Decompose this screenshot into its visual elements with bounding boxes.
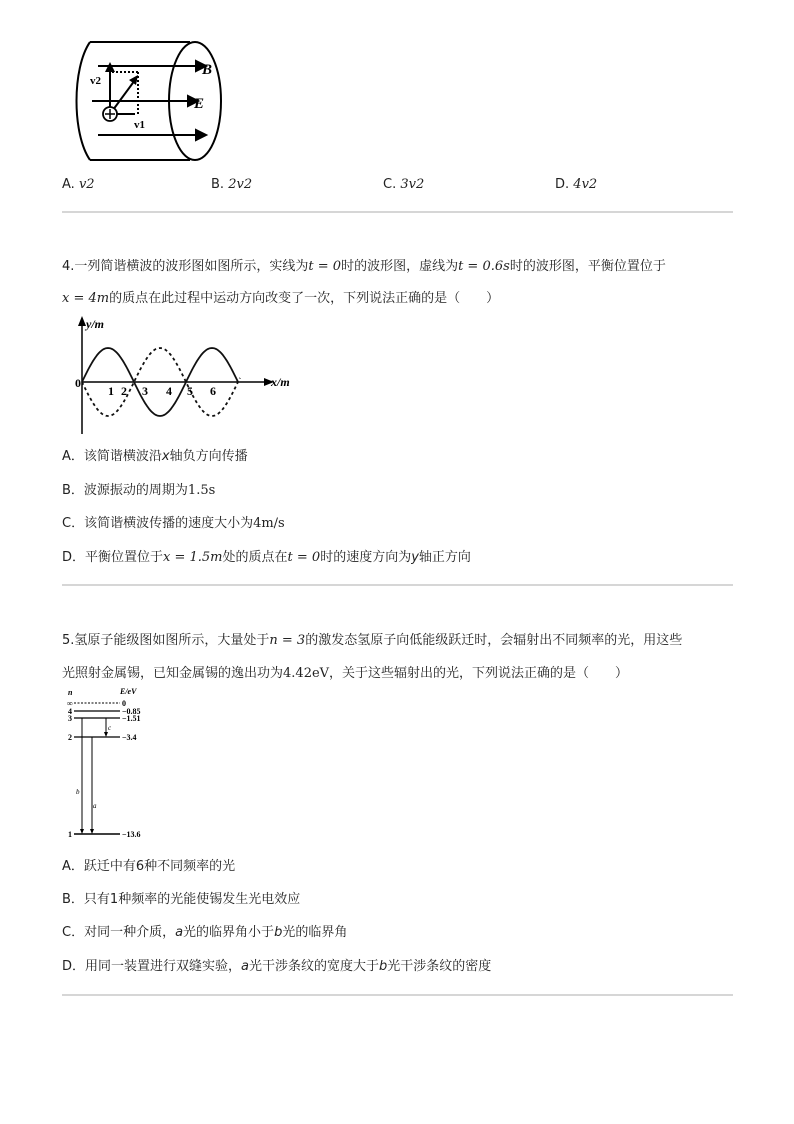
q3-label-E: E bbox=[194, 96, 205, 112]
q4-origin: 0 bbox=[75, 376, 81, 390]
divider-3 bbox=[62, 994, 733, 996]
q5-transition-b: b bbox=[76, 788, 80, 796]
q4-ylabel: y/m bbox=[86, 317, 104, 331]
q4-tick-2: 2 bbox=[121, 384, 127, 398]
q4-tick-3: 3 bbox=[142, 384, 148, 398]
q4-stem-line1: 4.一列简谐横波的波形图如图所示，实线为t = 0时的波形图，虚线为t = 0.6s时的波形图，平衡位置位于 bbox=[62, 259, 666, 274]
q5-level-e-3: −1.51 bbox=[122, 714, 141, 723]
q3-option-a[interactable]: A. v2 bbox=[62, 177, 95, 192]
q5-level-n-2: 2 bbox=[68, 733, 72, 742]
q5-level-e-4: −0.85 bbox=[122, 707, 141, 716]
q5-level-e-inf: 0 bbox=[122, 699, 126, 708]
q4-option-b[interactable]: B．波源振动的周期为1.5s bbox=[62, 483, 216, 498]
q4-tick-1: 1 bbox=[108, 384, 114, 398]
q4-option-c[interactable]: C．该简谐横波传播的速度大小为4m/s bbox=[62, 516, 285, 531]
q5-e-label: E/eV bbox=[120, 687, 137, 696]
q3-label-v1: v1 bbox=[134, 119, 145, 131]
q3-label-B: B bbox=[202, 62, 213, 78]
q5-option-b[interactable]: B．只有1种频率的光能使锡发生光电效应 bbox=[62, 892, 301, 907]
q5-stem-line1: 5.氢原子能级图如图所示，大量处于n = 3的激发态氢原子向低能级跃迁时，会辐射出不同频率的光，用这些 bbox=[62, 633, 683, 648]
q5-option-d[interactable]: D．用同一装置进行双缝实验，a光干涉条纹的宽度大于b光干涉条纹的密度 bbox=[62, 959, 492, 974]
q5-level-n-3: 3 bbox=[68, 714, 72, 723]
q4-tick-4: 4 bbox=[166, 384, 172, 398]
q5-transition-a: a bbox=[93, 802, 97, 810]
q3-option-d[interactable]: D. 4v2 bbox=[555, 177, 598, 192]
q5-option-a[interactable]: A．跃迁中有6种不同频率的光 bbox=[62, 859, 236, 874]
divider-1 bbox=[62, 211, 733, 213]
q3-option-c[interactable]: C. 3v2 bbox=[383, 177, 425, 192]
q5-option-c[interactable]: C．对同一种介质，a光的临界角小于b光的临界角 bbox=[62, 925, 348, 940]
q3-option-b[interactable]: B. 2v2 bbox=[211, 177, 253, 192]
q3-figure bbox=[70, 38, 230, 166]
q3-label-v2: v2 bbox=[90, 75, 101, 87]
q5-stem-line2: 光照射金属锡，已知金属锡的逸出功为4.42eV，关于这些辐射出的光，下列说法正确的是（ ） bbox=[62, 666, 629, 681]
q4-tick-6: 6 bbox=[210, 384, 216, 398]
q5-n-label: n bbox=[68, 688, 73, 697]
q4-option-d[interactable]: D．平衡位置位于x = 1.5m处的质点在t = 0时的速度方向为y轴正方向 bbox=[62, 550, 471, 565]
q4-option-a[interactable]: A．该简谐横波沿x轴负方向传播 bbox=[62, 449, 248, 464]
q5-level-n-1: 1 bbox=[68, 830, 72, 839]
q4-tick-5: 5 bbox=[187, 384, 193, 398]
q5-transition-c: c bbox=[108, 724, 112, 732]
q5-energy-figure bbox=[64, 686, 164, 844]
q4-wave-figure bbox=[72, 314, 290, 438]
divider-2 bbox=[62, 584, 733, 586]
q5-level-e-1: −13.6 bbox=[122, 830, 141, 839]
q4-xlabel: x/m bbox=[271, 375, 290, 389]
q5-level-n-4: 4 bbox=[68, 707, 72, 716]
q5-level-n-inf: ∞ bbox=[67, 699, 73, 708]
q5-level-e-2: −3.4 bbox=[122, 733, 137, 742]
q4-stem-line2: x = 4m的质点在此过程中运动方向改变了一次，下列说法正确的是（ ） bbox=[62, 291, 500, 306]
